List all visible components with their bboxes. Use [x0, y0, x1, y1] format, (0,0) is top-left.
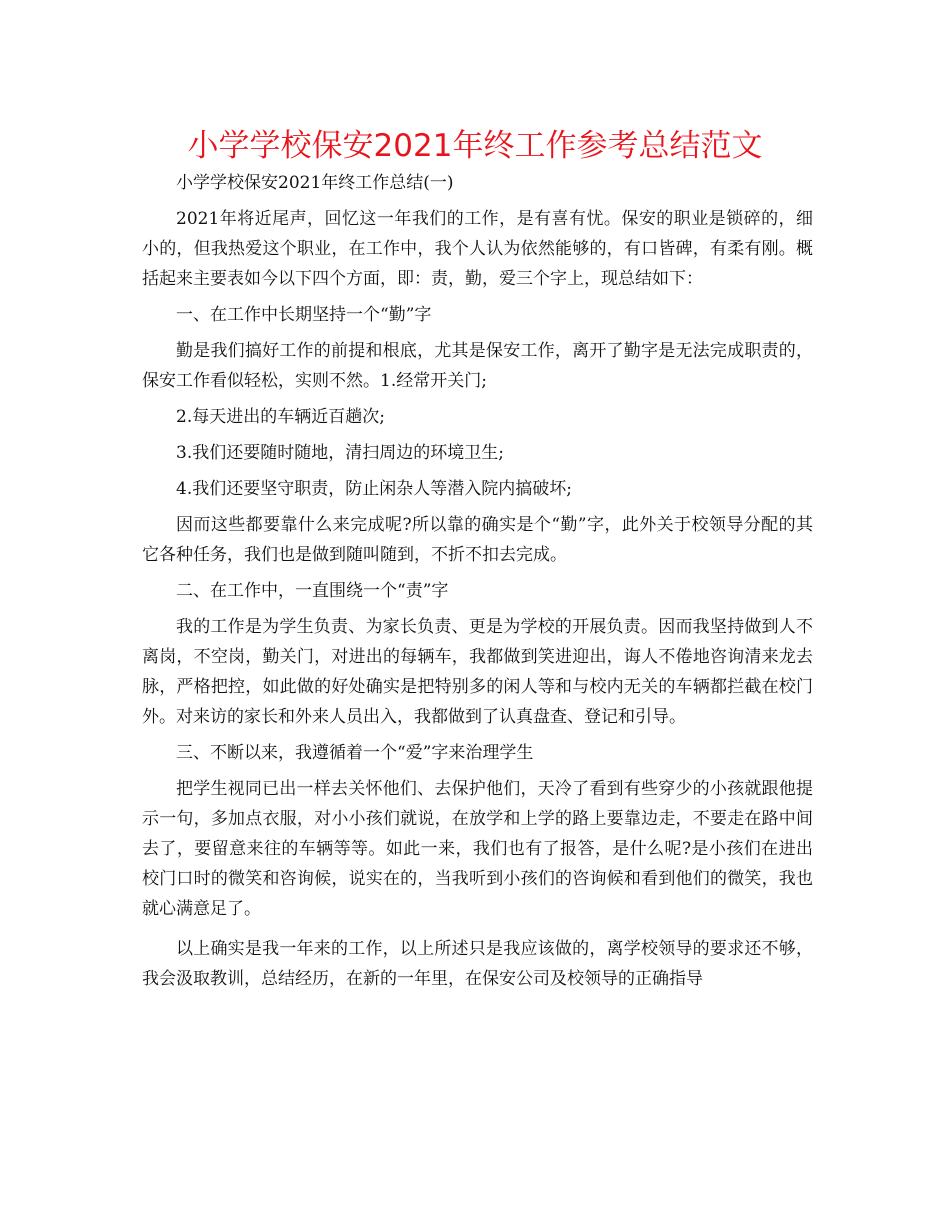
paragraph: 把学生视同已出一样去关怀他们、去保护他们，天冷了看到有些穿少的小孩就跟他提示一句，多加点衣服，对小小孩们就说，在放学和上学的路上要靠边走，不要走在路中间去了，要留意来往的车辆等等。如此一来，我们也有了报答，是什么呢?是小孩们在进出校门口时的微笑和咨询候，说实在的，当我听到小孩们的咨询候和看到他们的微笑，我也就心满意足了。 — [142, 779, 813, 919]
document-title: 小学学校保安2021年终工作参考总结范文 — [187, 128, 763, 164]
paragraph: 以上确实是我一年来的工作，以上所述只是我应该做的，离学校领导的要求还不够，我会汲取教训，总结经历，在新的一年里，在保安公司及校领导的正确指导 — [142, 939, 813, 989]
section-heading: 二、在工作中，一直围绕一个“责”字 — [176, 581, 449, 601]
document-body — [142, 168, 813, 1000]
paragraph: 因而这些都要靠什么来完成呢?所以靠的确实是个“勤”字，此外关于校领导分配的其它各种任务，我们也是做到随叫随到，不折不扣去完成。 — [142, 515, 813, 565]
section-heading: 三、不断以来，我遵循着一个“爱”字来治理学生 — [176, 743, 534, 763]
list-item: 3.我们还要随时随地，清扫周边的环境卫生; — [176, 443, 504, 463]
list-item: 4.我们还要坚守职责，防止闲杂人等潜入院内搞破坏; — [176, 479, 572, 499]
paragraph: 勤是我们搞好工作的前提和根底，尤其是保安工作，离开了勤字是无法完成职责的，保安工作看似轻松，实则不然。1.经常开关门; — [142, 341, 813, 391]
paragraph: 2021年将近尾声，回忆这一年我们的工作，是有喜有忧。保安的职业是锁碎的，细小的，但我热爱这个职业，在工作中，我个人认为依然能够的，有口皆碑，有柔有刚。概括起来主要表如今以下四个方面，即：责，勤，爱三个字上，现总结如下： — [142, 209, 813, 289]
section-heading: 小学学校保安2021年终工作总结(一) — [176, 173, 454, 193]
paragraph: 我的工作是为学生负责、为家长负责、更是为学校的开展负责。因而我坚持做到人不离岗，不空岗，勤关门，对进出的每辆车，我都做到笑进迎出，诲人不倦地咨询清来龙去脉，严格把控，如此做的好处确实是把特别多的闲人等和与校内无关的车辆都拦截在校门外。对来访的家长和外来人员出入，我都做到了认真盘查、登记和引导。 — [142, 617, 813, 727]
section-heading: 一、在工作中长期坚持一个“勤”字 — [176, 305, 432, 325]
list-item: 2.每天进出的车辆近百趟次; — [176, 407, 385, 427]
